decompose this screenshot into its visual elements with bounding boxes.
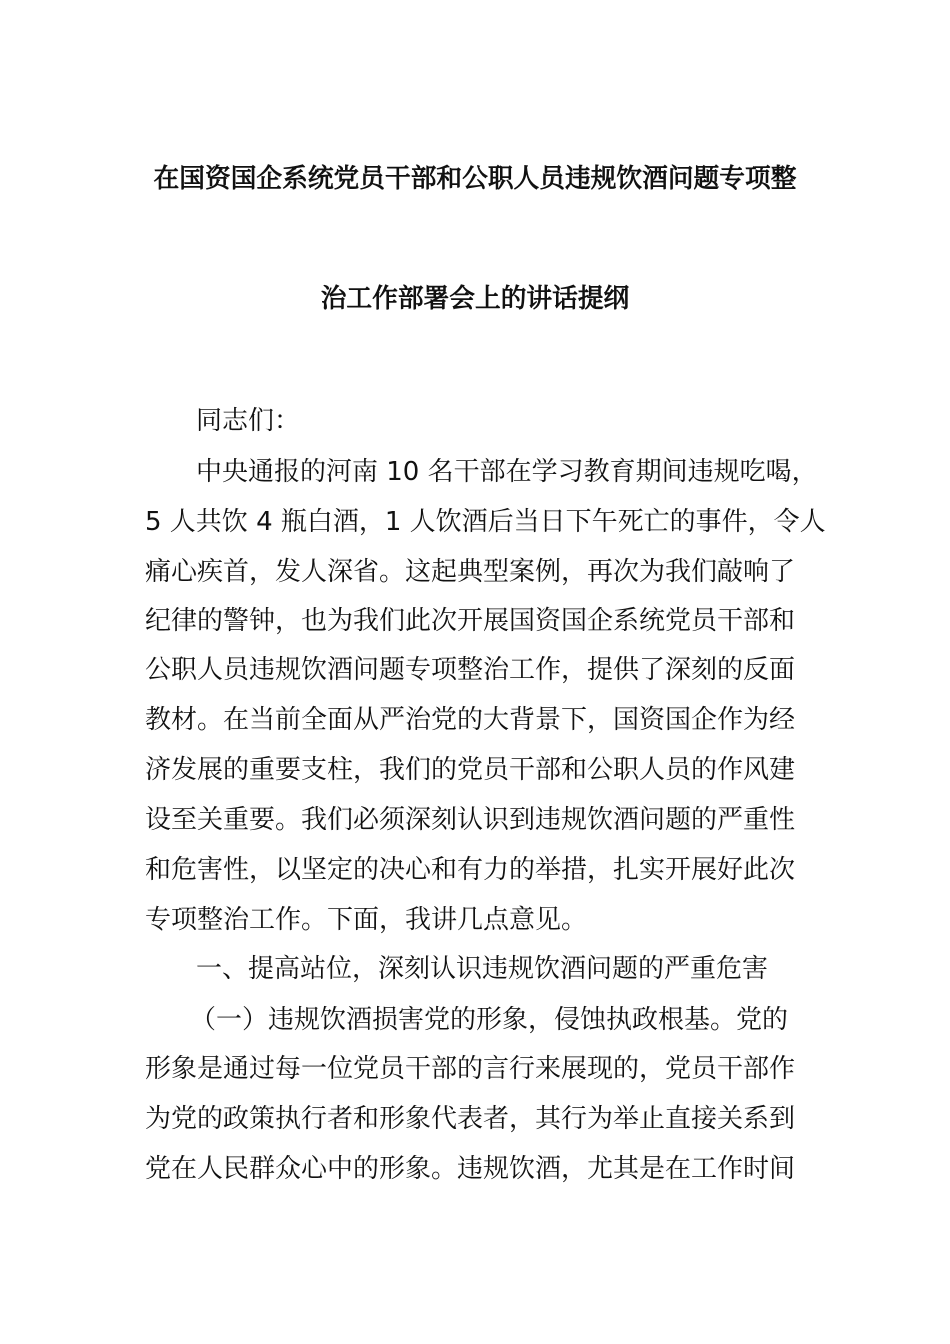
paragraph-line: 中央通报的河南 10 名干部在学习教育期间违规吃喝， [196,457,818,487]
paragraph-line: 痛心疾首，发人深省。这起典型案例，再次为我们敲响了 [145,557,796,587]
paragraph-line: 专项整治工作。下面，我讲几点意见。 [145,905,588,935]
paragraph-line: 教材。在当前全面从严治党的大背景下，国资国企作为经 [145,705,796,735]
paragraph-line: 为党的政策执行者和形象代表者，其行为举止直接关系到 [145,1104,796,1134]
paragraph-line: 济发展的重要支柱，我们的党员干部和公职人员的作风建 [145,755,796,785]
paragraph-line: 纪律的警钟，也为我们此次开展国资国企系统党员干部和 [145,606,796,636]
paragraph-line: 形象是通过每一位党员干部的言行来展现的，党员干部作 [145,1054,796,1084]
document-title-line-1: 在国资国企系统党员干部和公职人员违规饮酒问题专项整 [153,164,797,194]
paragraph-line: 党在人民群众心中的形象。违规饮酒，尤其是在工作时间 [145,1154,796,1184]
paragraph-line: 和危害性，以坚定的决心和有力的举措，扎实开展好此次 [145,855,796,885]
subsection-line: （一）违规饮酒损害党的形象，侵蚀执政根基。党的 [190,1005,789,1035]
paragraph-line: 5 人共饮 4 瓶白酒，1 人饮酒后当日下午死亡的事件，令人 [145,507,826,537]
document-title-line-2: 治工作部署会上的讲话提纲 [320,284,630,314]
paragraph-line: 公职人员违规饮酒问题专项整治工作，提供了深刻的反面 [145,655,796,685]
section-heading: 一、提高站位，深刻认识违规饮酒问题的严重危害 [196,954,769,984]
salutation: 同志们： [196,406,301,436]
paragraph-line: 设至关重要。我们必须深刻认识到违规饮酒问题的严重性 [145,805,796,835]
